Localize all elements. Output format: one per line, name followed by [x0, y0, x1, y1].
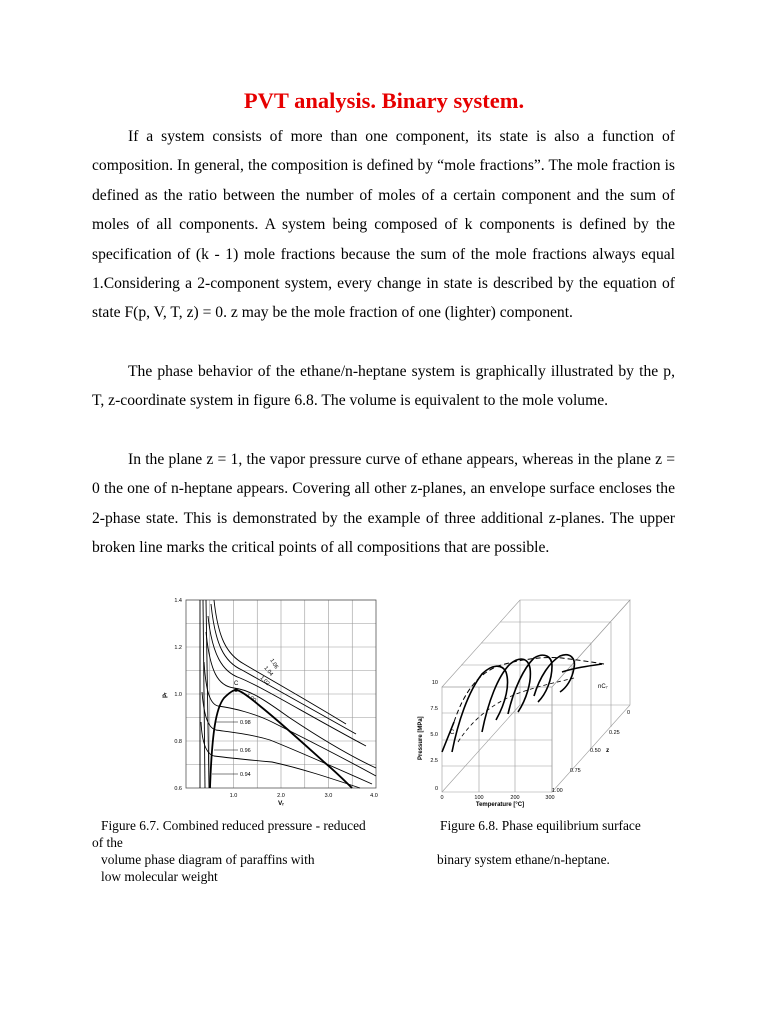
isotherm-1-06 — [214, 600, 346, 724]
isotherm-label-1-02: 1.02 — [258, 675, 271, 687]
figure-6-8-phase-surface — [412, 592, 644, 810]
y-axis-label: Pressure [MPa] — [418, 716, 424, 760]
isotherm-0-98 — [204, 662, 376, 776]
envelope-z-0-75 — [534, 655, 574, 696]
z-tick-0-25: 0.25 — [609, 730, 620, 736]
label-nc7: nC₇ — [598, 684, 608, 690]
caption-fig67-line2: of the — [92, 835, 123, 850]
quality-label-0-94: 0.94 — [240, 772, 251, 778]
critical-point — [234, 688, 238, 692]
caption-fig68-line1: Figure 6.8. Phase equilibrium surface — [440, 818, 641, 833]
z-tick-1-00: 1.00 — [552, 788, 563, 794]
y-tick-1-4: 1.4 — [174, 598, 182, 604]
y-tick-0-8: 0.8 — [174, 739, 182, 745]
caption-fig67-line1: Figure 6.7. Combined reduced pressure - reduced — [101, 818, 366, 833]
caption-fig68-line2: binary system ethane/n-heptane. — [437, 852, 610, 867]
label-c: C — [450, 730, 455, 736]
y-tick-2-5: 2.5 — [430, 758, 438, 764]
caption-fig67-line3: volume phase diagram of paraffins with — [101, 852, 315, 867]
x-axis-label: Vᵣ — [278, 800, 284, 807]
quality-labels — [212, 720, 251, 778]
z-tick-0-75: 0.75 — [570, 768, 581, 774]
y-tick-labels — [430, 680, 438, 792]
isotherm-1-00 — [206, 632, 376, 768]
quality-label-0-98: 0.98 — [240, 720, 251, 726]
paragraph-composition: If a system consists of more than one component, its state is also a function of composition. In general, the composition is defined by “mole fractions”. The mole fraction is defined as the ratio between the number of moles of a certain component and the sum of moles of all components. A system being composed of k components is defined by the specification of (k - 1) mole fractions because the sum of the mole fractions always equal 1.Considering a 2-component system, every change in state is described by the equation of state F(p, V, T, z) = 0. z may be the mole fraction of one (lighter) component. — [92, 128, 675, 322]
y-tick-1-2: 1.2 — [174, 645, 182, 651]
y-tick-10: 10 — [431, 680, 438, 686]
z-axis-label: z — [606, 747, 610, 754]
x-tick-0: 0 — [440, 795, 444, 801]
x-tick-4-0: 4.0 — [370, 793, 378, 799]
x-tick-200: 200 — [510, 795, 520, 801]
page-title: PVT analysis. Binary system. — [243, 88, 525, 113]
quality-label-0-96: 0.96 — [240, 748, 251, 754]
isotherm-label-1-04: 1.04 — [262, 665, 274, 678]
x-axis-label: Temperature [°C] — [475, 802, 525, 808]
isotherm-0-96 — [202, 692, 372, 784]
caption-fig67-line4: low molecular weight — [101, 869, 218, 884]
y-tick-1-0: 1.0 — [174, 692, 182, 698]
box-grid — [442, 600, 630, 792]
y-tick-0-6: 0.6 — [174, 786, 182, 792]
critical-label: C — [234, 681, 239, 687]
isotherm-label-1-06: 1.06 — [268, 657, 280, 671]
x-tick-3-0: 3.0 — [324, 793, 333, 799]
x-tick-100: 100 — [474, 795, 484, 801]
paragraph-envelope-surface: In the plane z = 1, the vapor pressure curve of ethane appears, whereas in the plane z = 0 the one of n-heptane appears. Covering all other z-planes, an envelope surface encloses the 2-phase state. This is demonstrated by the example of three additional z-planes. The upper broken line marks the critical points of all compositions that are possible. — [92, 451, 675, 557]
z-tick-0: 0 — [627, 710, 631, 716]
x-tick-1-0: 1.0 — [229, 793, 238, 799]
x-tick-labels — [440, 795, 554, 801]
figure-6-7-phase-diagram — [160, 592, 390, 810]
x-tick-300: 300 — [545, 795, 555, 801]
paragraph-phase-behavior: The phase behavior of the ethane/n-heptane system is graphically illustrated by the p, T, z-coordinate system in figure 6.8. The volume is equivalent to the mole volume. — [92, 363, 675, 410]
phase-envelopes — [442, 655, 602, 752]
isotherm-label-1-00: 1.00 — [244, 692, 258, 704]
z-tick-0-50: 0.50 — [590, 748, 601, 754]
isotherm-labels — [245, 658, 279, 704]
x-tick-labels — [230, 793, 378, 799]
y-axis-label: pᵣ — [161, 692, 168, 698]
y-tick-labels — [174, 598, 182, 792]
y-tick-0: 0 — [434, 786, 438, 792]
y-tick-7-5: 7.5 — [430, 706, 438, 712]
x-tick-2-0: 2.0 — [277, 793, 285, 799]
y-tick-5-0: 5.0 — [430, 732, 438, 738]
